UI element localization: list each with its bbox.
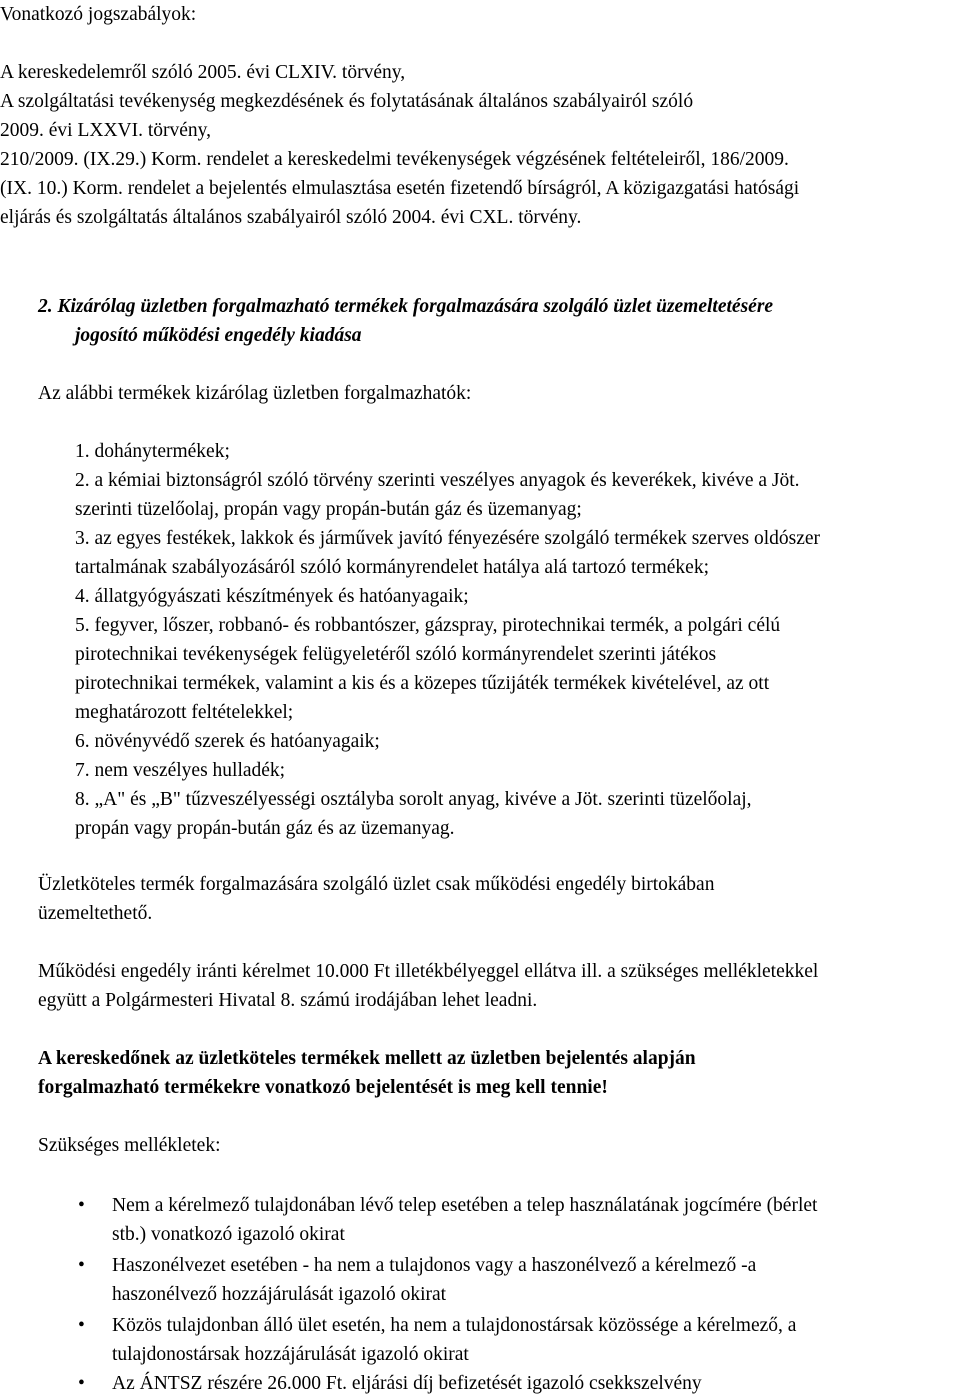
- product-item-cont: meghatározott feltételekkel;: [75, 702, 294, 723]
- product-item: 7. nem veszélyes hulladék;: [75, 760, 286, 781]
- product-item: 8. „A" és „B" tűzveszélyességi osztályba sorolt anyag, kivéve a Jöt. szerinti tüzelőolaj,: [75, 789, 752, 810]
- section-intro: Az alábbi termékek kizárólag üzletben forgalmazhatók:: [38, 383, 472, 404]
- section-title-cont: jogosító működési engedély kiadása: [75, 325, 362, 346]
- attachment-item: Nem a kérelmező tulajdonában lévő telep esetében a telep használatának jogcímére (bérlet: [112, 1195, 818, 1216]
- legal-line: 210/2009. (IX.29.) Korm. rendelet a kereskedelmi tevékenységek végzésének feltételeiről, 186/2009.: [0, 149, 789, 170]
- bold-notice: A kereskedőnek az üzletköteles termékek mellett az üzletben bejelentés alapján: [38, 1048, 696, 1069]
- attachment-item: Az ÁNTSZ részére 26.000 Ft. eljárási díj befizetését igazoló csekkszelvény: [112, 1373, 702, 1394]
- product-item: 1. dohánytermékek;: [75, 441, 230, 462]
- attachment-item: Közös tulajdonban álló ület esetén, ha nem a tulajdonostársak közössége a kérelmező, a: [112, 1315, 797, 1336]
- attachment-item: Haszonélvezet esetében - ha nem a tulajdonos vagy a haszonélvező a kérelmező -a: [112, 1255, 757, 1276]
- product-item: 2. a kémiai biztonságról szóló törvény szerinti veszélyes anyagok és keverékek, kivéve a Jöt.: [75, 470, 800, 491]
- paragraph-application-cont: együtt a Polgármesteri Hivatal 8. számú irodájában lehet leadni.: [38, 990, 538, 1011]
- bullet-icon: •: [78, 1255, 85, 1276]
- paragraph-license-cont: üzemeltethető.: [38, 903, 153, 924]
- legal-line: eljárás és szolgáltatás általános szabályairól szóló 2004. évi CXL. törvény.: [0, 207, 582, 228]
- attachment-item-cont: haszonélvező hozzájárulását igazoló okirat: [112, 1284, 447, 1305]
- product-item-cont: propán vagy propán-bután gáz és az üzemanyag.: [75, 818, 455, 839]
- product-item: 3. az egyes festékek, lakkok és járművek javító fényezésére szolgáló termékek szerves oldószer: [75, 528, 821, 549]
- paragraph-license: Üzletköteles termék forgalmazására szolgáló üzlet csak működési engedély birtokában: [38, 874, 715, 895]
- paragraph-application: Működési engedély iránti kérelmet 10.000 Ft illetékbélyeggel ellátva ill. a szükséges mellékletekkel: [38, 961, 819, 982]
- legal-line: (IX. 10.) Korm. rendelet a bejelentés elmulasztása esetén fizetendő bírságról, A közigazgatási hatósági: [0, 178, 800, 199]
- bold-notice-cont: forgalmazható termékekre vonatkozó bejelentését is meg kell tennie!: [38, 1077, 608, 1098]
- product-item-cont: szerinti tüzelőolaj, propán vagy propán-bután gáz és üzemanyag;: [75, 499, 582, 520]
- legal-heading: Vonatkozó jogszabályok:: [0, 4, 197, 25]
- attachment-item-cont: stb.) vonatkozó igazoló okirat: [112, 1224, 345, 1245]
- bullet-icon: •: [78, 1315, 85, 1336]
- product-item: 5. fegyver, lőszer, robbanó- és robbantószer, gázspray, pirotechnikai termék, a polgári célú: [75, 615, 781, 636]
- bullet-icon: •: [78, 1195, 85, 1216]
- product-item: 4. állatgyógyászati készítmények és hatóanyagaik;: [75, 586, 469, 607]
- product-item-cont: pirotechnikai termékek, valamint a kis és a közepes tűzijáték termékek kivételével, az ott: [75, 673, 770, 694]
- legal-line: 2009. évi LXXVI. törvény,: [0, 120, 212, 141]
- product-item: 6. növényvédő szerek és hatóanyagaik;: [75, 731, 380, 752]
- product-item-cont: pirotechnikai tevékenységek felügyeletéről szóló kormányrendelet szerinti játékos: [75, 644, 717, 665]
- product-item-cont: tartalmának szabályozásáról szóló kormányrendelet hatálya alá tartozó termékek;: [75, 557, 709, 578]
- attachment-item-cont: tulajdonostársak hozzájárulását igazoló okirat: [112, 1344, 469, 1365]
- section-title: 2. Kizárólag üzletben forgalmazható termékek forgalmazására szolgáló üzlet üzemeltetésére: [38, 296, 774, 317]
- attachments-heading: Szükséges mellékletek:: [38, 1135, 221, 1156]
- legal-line: A szolgáltatási tevékenység megkezdésének és folytatásának általános szabályairól szóló: [0, 91, 694, 112]
- bullet-icon: •: [78, 1373, 85, 1394]
- legal-line: A kereskedelemről szóló 2005. évi CLXIV. törvény,: [0, 62, 406, 83]
